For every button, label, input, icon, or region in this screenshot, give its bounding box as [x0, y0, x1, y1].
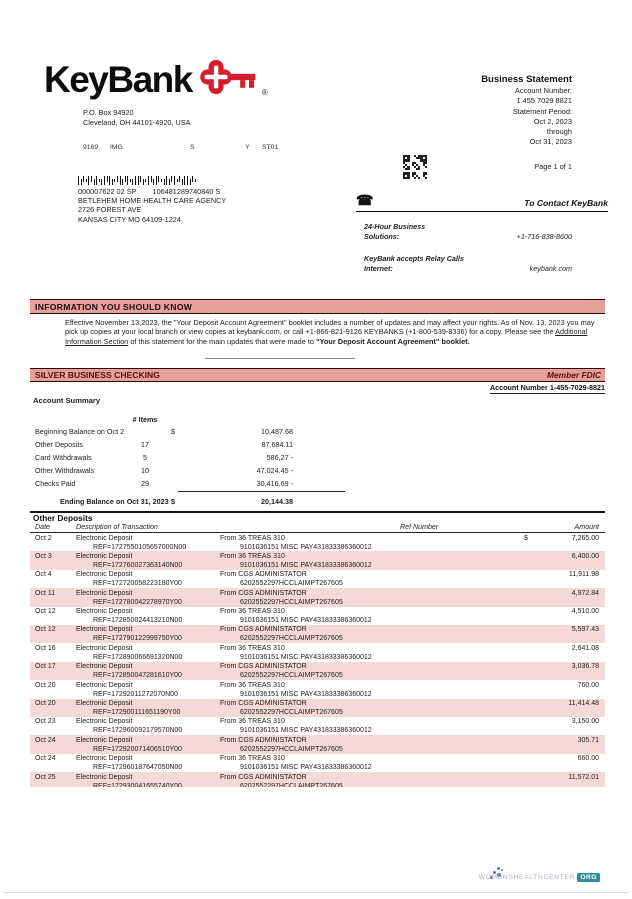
deposit-date: Oct 25 [35, 773, 56, 781]
deposit-description: Electronic Deposit [76, 700, 133, 708]
deposit-amount: 11,414.48 [568, 700, 599, 708]
contact-solutions-label: Solutions: [364, 232, 400, 241]
account-number: 1 455 7029 8821 [516, 96, 572, 106]
deposit-amount: 4,510.00 [571, 608, 599, 616]
watermark-logo-dot [497, 867, 500, 870]
watermark-org-badge: ORG [577, 873, 600, 882]
meta-code-3: S [190, 144, 195, 151]
recipient-address [78, 187, 226, 224]
deposit-date: Oct 20 [35, 681, 56, 689]
deposit-source: From CGS ADMINISTATOR [220, 773, 307, 781]
deposit-description: Electronic Deposit [76, 552, 133, 560]
deposit-amount: 6,400.00 [571, 552, 599, 560]
other-deposits-rows [0, 533, 632, 787]
deposit-source: From 36 TREAS 310 [220, 755, 285, 763]
account-banner-title: SILVER BUSINESS CHECKING [35, 370, 160, 380]
deposit-source: From CGS ADMINISTATOR [220, 663, 307, 671]
summary-currency: $ [171, 427, 175, 436]
meta-code-2: IMG [110, 144, 123, 151]
deposit-description: Electronic Deposit [76, 534, 133, 542]
summary-items: 10 [141, 466, 149, 475]
deposit-amount: 11,911.98 [568, 571, 599, 579]
watermark-logo-dot [501, 869, 503, 871]
deposit-row [30, 735, 605, 753]
section-divider [205, 358, 355, 359]
deposit-ref: REF=172760027363140N00 [93, 561, 183, 569]
deposit-detail: 6202552297HCCLAIMPT267605 [240, 782, 343, 787]
deposit-row [30, 588, 605, 606]
deposit-detail: 9101036151 MISC PAY431833386360012 [240, 617, 372, 625]
ending-balance-currency: $ [171, 497, 175, 506]
deposit-date: Oct 12 [35, 608, 56, 616]
deposit-ref: REF=172960092179570N00 [93, 727, 183, 735]
keybank-wordmark: KeyBank [44, 58, 192, 100]
other-deposits-title: Other Deposits [33, 513, 93, 523]
period-through: through [546, 127, 572, 137]
deposit-amount: 3,150.00 [571, 718, 599, 726]
summary-amount: 10,487.68 [261, 427, 293, 436]
deposit-amount: 11,572.01 [568, 773, 599, 781]
deposit-source: From CGS ADMINISTATOR [220, 700, 307, 708]
deposit-source: From 36 TREAS 310 [220, 681, 285, 689]
deposit-row [30, 772, 605, 787]
meta-code-1: 9169 [83, 144, 99, 151]
deposit-amount: 3,036.78 [571, 663, 599, 671]
summary-items: 5 [143, 453, 147, 462]
deposit-date: Oct 2 [35, 534, 52, 542]
deposit-detail: 9101036151 MISC PAY431833386360012 [240, 543, 372, 551]
deposit-currency: $ [524, 534, 528, 542]
registered-trademark: ® [261, 88, 268, 97]
period-start: Oct 2, 2023 [533, 116, 572, 126]
info-paragraph [65, 318, 605, 346]
deposit-row [30, 662, 605, 680]
watermark-text: WOMENSHEALTHCENTER [478, 874, 575, 881]
deposit-description: Electronic Deposit [76, 736, 133, 744]
deposit-detail: 9101036151 MISC PAY431833386360012 [240, 653, 372, 661]
deposit-ref: REF=172850024413210N00 [93, 617, 183, 625]
summary-items: 29 [141, 479, 149, 488]
recipient-city: KANSAS CITY MO 64109-1224 [78, 214, 181, 224]
deposit-source: From CGS ADMINISTATOR [220, 571, 307, 579]
summary-amount: 87,684.11 [261, 440, 293, 449]
bank-address-line1: P.O. Box 94920 [83, 108, 134, 117]
summary-label: Card Withdrawals [35, 453, 92, 462]
deposit-amount: 5,597.43 [571, 626, 599, 634]
deposit-detail: 6202552297HCCLAIMPT267605 [240, 672, 343, 680]
deposit-detail: 6202552297HCCLAIMPT267605 [240, 709, 343, 717]
summary-amount: 30,416.69 - [256, 479, 293, 488]
summary-label: Checks Paid [35, 479, 76, 488]
deposit-amount: 4,972.84 [571, 589, 599, 597]
deposit-row [30, 643, 605, 661]
bank-address-line2: Cleveland, OH 44101-4920, USA [83, 118, 191, 127]
deposit-date: Oct 4 [35, 571, 52, 579]
summary-amount: 586,27 - [266, 453, 293, 462]
bank-address [83, 108, 191, 128]
summary-row [0, 440, 632, 453]
deposit-detail: 9101036151 MISC PAY431833386360012 [240, 561, 372, 569]
deposit-detail: 9101036151 MISC PAY431833386360012 [240, 727, 372, 735]
deposit-date: Oct 24 [35, 736, 56, 744]
deposit-amount: 2,641.08 [571, 644, 599, 652]
deposit-row [30, 551, 605, 569]
summary-row [0, 427, 632, 440]
deposit-ref: REF=172780042278970Y00 [93, 598, 182, 606]
deposit-date: Oct 20 [35, 700, 56, 708]
deposit-date: Oct 24 [35, 755, 56, 763]
deposit-source: From CGS ADMINISTATOR [220, 736, 307, 744]
items-column-header: # Items [132, 415, 158, 424]
deposit-amount: 305.71 [577, 736, 599, 744]
key-icon [198, 58, 262, 101]
deposit-row [30, 570, 605, 588]
deposit-description: Electronic Deposit [76, 644, 133, 652]
deposit-description: Electronic Deposit [76, 718, 133, 726]
deposit-source: From 36 TREAS 310 [220, 552, 285, 560]
recipient-id-line: 000007622 02 SP 106481289740840 S [78, 187, 221, 196]
summary-row [0, 453, 632, 466]
deposit-date: Oct 23 [35, 718, 56, 726]
page-number: Page 1 of 1 [534, 162, 572, 171]
deposit-source: From 36 TREAS 310 [220, 608, 285, 616]
period-label: Statement Period: [512, 106, 572, 116]
info-text-1: Effective November 13,2023, the "Your Deposit Account Agreement" booklet includes a number of updates and may affect your rights. As of Nov. 13, 2023 you may pick up copies at your local branch or view copies at keybank.com, or call +1-866-821-9126 KEYBANKS (+1-800-539-8336) for a copy. Please see the [65, 318, 595, 337]
account-number-line: Account Number 1-455-7029-8821 [489, 383, 605, 392]
deposit-source: From 36 TREAS 310 [220, 718, 285, 726]
contact-heading: To Contact KeyBank [524, 198, 608, 208]
deposit-detail: 6202552297HCCLAIMPT267605 [240, 635, 343, 643]
meta-code-4: Y [245, 144, 250, 151]
summary-amount: 47,024.45 - [256, 466, 293, 475]
deposit-ref: REF=1727550105657000N00 [93, 543, 187, 551]
statement-info [481, 75, 572, 147]
deposit-detail: 6202552297HCCLAIMPT267605 [240, 598, 343, 606]
deposit-detail: 9101036151 MISC PAY431833386360012 [240, 764, 372, 772]
header-ref-number: Ref Number [400, 523, 439, 531]
deposit-row [30, 680, 605, 698]
deposit-row [30, 717, 605, 735]
deposit-date: Oct 3 [35, 552, 52, 560]
deposit-row [30, 607, 605, 625]
deposit-description: Electronic Deposit [76, 589, 133, 597]
account-summary-title: Account Summary [33, 396, 101, 405]
deposit-ref: REF=172930041655740Y00 [93, 782, 182, 787]
deposit-source: From CGS ADMINISTATOR [220, 626, 307, 634]
deposit-description: Electronic Deposit [76, 571, 133, 579]
recipient-street: 2726 FOREST AVE [78, 205, 142, 215]
deposit-row [30, 754, 605, 772]
contact-business-label: 24-Hour Business [364, 222, 426, 231]
summary-row [0, 466, 632, 479]
other-deposits-header [30, 523, 605, 533]
deposit-date: Oct 12 [35, 626, 56, 634]
deposit-date: Oct 11 [35, 589, 56, 597]
meta-code-5: ST01 [262, 144, 279, 151]
deposit-date: Oct 16 [35, 644, 56, 652]
account-banner [30, 368, 605, 382]
summary-label: Other Withdrawals [35, 466, 95, 475]
deposit-ref: REF=172900111651190Y00 [93, 709, 181, 717]
ending-balance-row [0, 497, 632, 510]
deposit-ref: REF=172790122999750Y00 [93, 635, 182, 643]
deposit-description: Electronic Deposit [76, 755, 133, 763]
header-description: Description of Transaction [76, 523, 158, 531]
deposit-description: Electronic Deposit [76, 608, 133, 616]
deposit-ref: REF=172720058223180Y00 [93, 580, 182, 588]
deposit-ref: REF=172890066691320N00 [93, 653, 183, 661]
deposit-row [30, 699, 605, 717]
deposit-ref: REF=172920071406510Y00 [93, 745, 182, 753]
contact-relay-label: KeyBank accepts Relay Calls [364, 254, 464, 263]
postal-barcode [78, 176, 197, 185]
deposit-amount: 660.00 [577, 755, 599, 763]
deposit-date: Oct 17 [35, 663, 56, 671]
phone-icon: ☎ [356, 192, 374, 208]
deposit-ref: REF=17292011272070N00 [93, 690, 178, 698]
info-text-bold: "Your Deposit Account Agreement" booklet. [316, 336, 470, 346]
deposit-description: Electronic Deposit [76, 663, 133, 671]
contact-internet-label: Internet: [364, 264, 393, 273]
period-end: Oct 31, 2023 [529, 137, 572, 147]
info-text-2: of this statement for the main updates that were made to [128, 336, 317, 346]
deposit-amount: 760.00 [577, 681, 599, 689]
summary-items: 17 [141, 440, 149, 449]
deposit-amount: 7,265.00 [571, 534, 599, 542]
header-amount: Amount [574, 523, 599, 531]
statement-title: Business Statement [481, 74, 572, 85]
member-fdic-label: Member FDIC [547, 370, 601, 380]
keybank-logo [44, 58, 268, 101]
deposit-source: From 36 TREAS 310 [220, 644, 285, 652]
ending-balance-amount: 20,144.38 [261, 497, 293, 506]
summary-label: Beginning Balance on Oct 2 [35, 427, 125, 436]
deposit-detail: 6202552297HCCLAIMPT267605 [240, 745, 343, 753]
deposit-description: Electronic Deposit [76, 626, 133, 634]
ending-balance-rule [178, 491, 345, 492]
contact-rule [356, 211, 608, 212]
deposit-source: From 36 TREAS 310 [220, 534, 285, 542]
info-banner [30, 299, 605, 314]
contact-internet-value: keybank.com [529, 264, 572, 273]
info-banner-title: INFORMATION YOU SHOULD KNOW [35, 301, 193, 312]
deposit-row [30, 533, 605, 551]
account-number-label: Account Number: [514, 86, 572, 96]
recipient-name: BETLEHEM HOME HEALTH CARE AGENCY [78, 196, 227, 206]
deposit-detail: 6202552297HCCLAIMPT267605 [240, 580, 343, 588]
header-date: Date [35, 523, 50, 531]
qr-code [403, 155, 427, 179]
deposit-row [30, 625, 605, 643]
deposit-description: Electronic Deposit [76, 681, 133, 689]
deposit-description: Electronic Deposit [76, 773, 133, 781]
bottom-rule [4, 892, 628, 893]
deposit-detail: 9101036151 MISC PAY431833386360012 [240, 690, 372, 698]
ending-balance-label: Ending Balance on Oct 31, 2023 [60, 497, 169, 506]
contact-phone-value: +1-716-838-8600 [516, 232, 572, 241]
summary-label: Other Deposits [35, 440, 83, 449]
info-text-underlined: Additional Information Section [65, 327, 588, 346]
deposit-source: From CGS ADMINISTATOR [220, 589, 307, 597]
deposit-ref: REF=172850047281610Y00 [93, 672, 182, 680]
other-deposits-section [0, 511, 632, 787]
deposit-ref: REF=172960187647050N00 [93, 764, 183, 772]
